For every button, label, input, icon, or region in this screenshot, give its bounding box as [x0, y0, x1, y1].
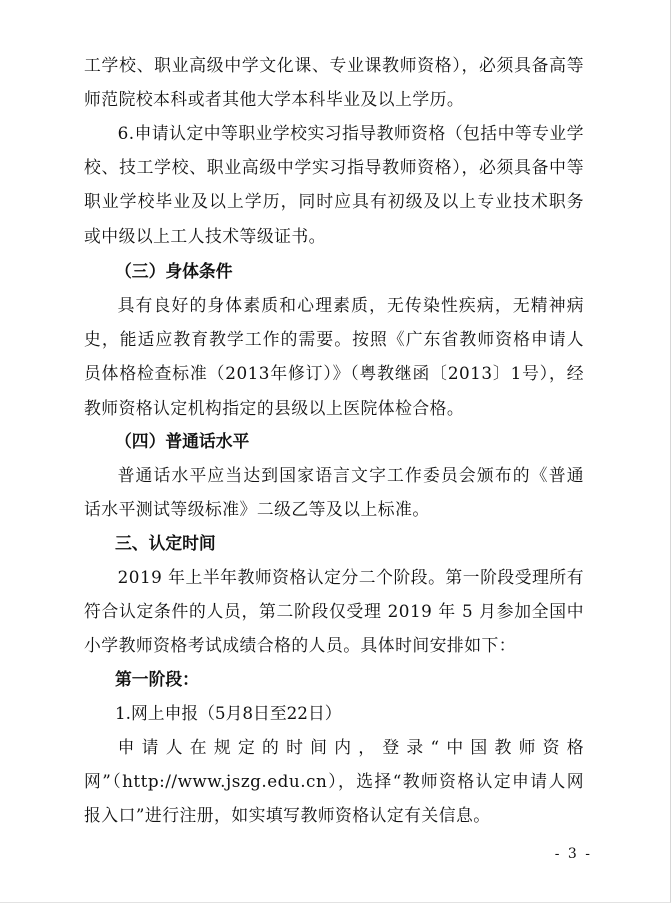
heading-physical-condition: （三）身体条件 [115, 261, 233, 281]
paragraph-mandarin-level: 普通话水平应当达到国家语言文字工作委员会颁布的《普通话水平测试等级标准》二级乙等及以上标准。 [84, 465, 584, 520]
page-number: - 3 - [554, 846, 592, 862]
paragraph-apply-instructions: 申请人在规定的时间内，登录“中国教师资格网”（http://www.jszg.edu.cn），选择“教师资格认定申请人网报入口”进行注册，如实填写教师资格认定有关信息。 [84, 737, 584, 826]
paragraph-item-6: 6.申请认定中等职业学校实习指导教师资格（包括中等专业学校、技工学校、职业高级中学实习指导教师资格），必须具备中等职业学校毕业及以上学历，同时应具有初级及以上专业技术职务或中级以上工人技术等级证书。 [84, 123, 584, 246]
paragraph-online-application: 1.网上申报（5月8日至22日） [115, 703, 342, 723]
heading-section-three: 三、认定时间 [115, 533, 216, 553]
paragraph-schedule: 2019 年上半年教师资格认定分二个阶段。第一阶段受理所有符合认定条件的人员，第二阶段仅受理 2019 年 5 月参加全国中小学教师资格考试成绩合格的人员。具体时间安排如下： [84, 567, 584, 656]
heading-mandarin-level: （四）普通话水平 [115, 431, 250, 451]
heading-stage-one: 第一阶段： [115, 669, 199, 689]
paragraph-top: 工学校、职业高级中学文化课、专业课教师资格），必须具备高等师范院校本科或者其他大学本科毕业及以上学历。 [84, 55, 584, 110]
paragraph-physical-condition: 具有良好的身体素质和心理素质，无传染性疾病，无精神病史，能适应教育教学工作的需要。按照《广东省教师资格申请人员体格检查标准（2013年修订）》（粤教继函〔2013〕1号），经教师资格认定机构指定的县级以上医院体检合格。 [84, 295, 584, 418]
